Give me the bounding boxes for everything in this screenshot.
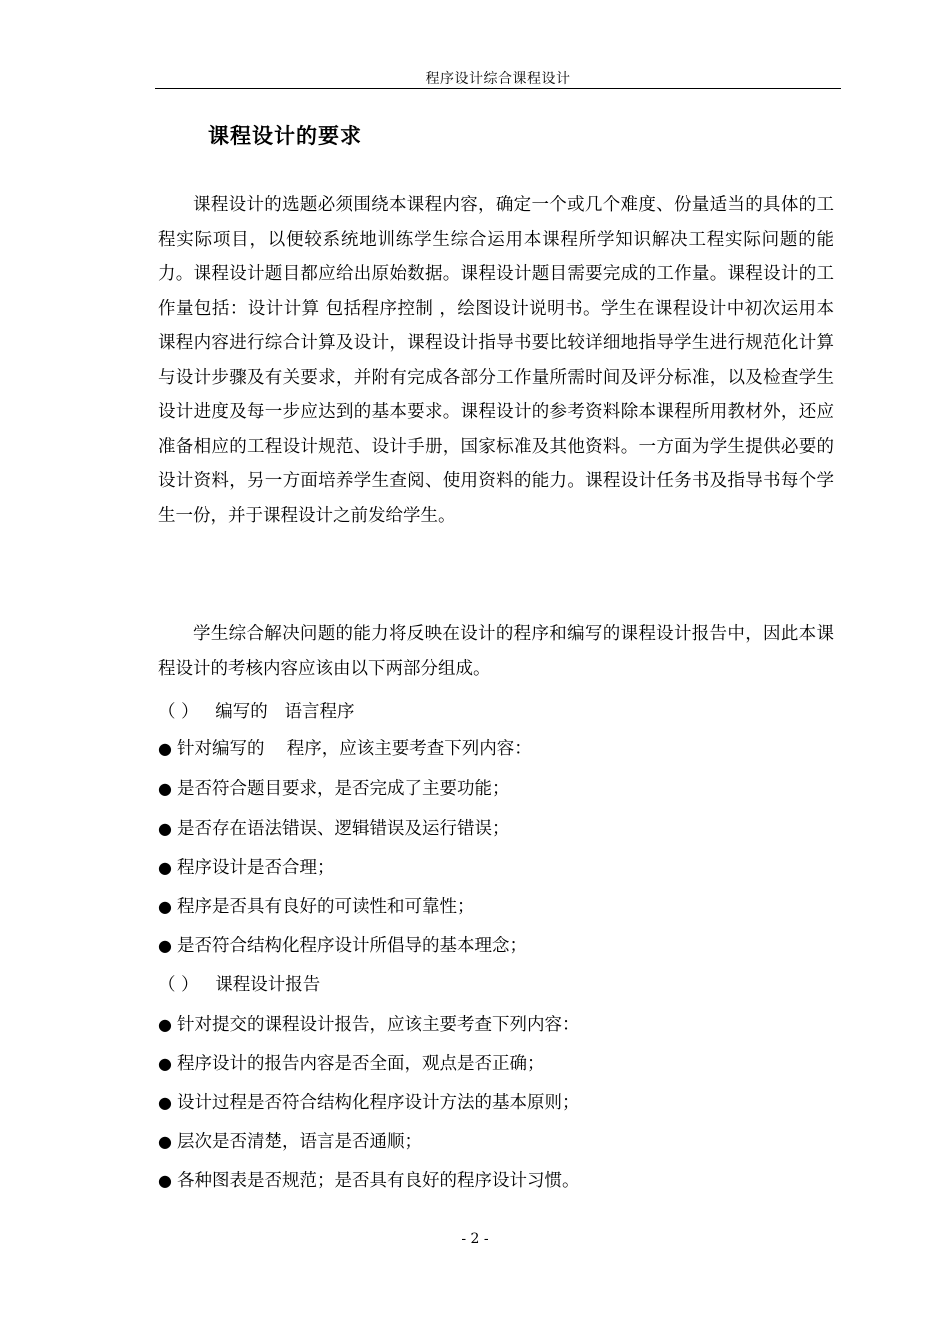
page-number: - 2 - xyxy=(461,1231,489,1247)
list-item-text: 层次是否清楚，语言是否通顺； xyxy=(177,1132,422,1152)
bullet-icon: ● xyxy=(158,819,172,838)
list-item xyxy=(158,856,335,880)
list-item-text: 针对提交的课程设计报告，应该主要考查下列内容： xyxy=(177,1015,580,1035)
section-title: 课程设计的要求 xyxy=(208,124,362,148)
list-item xyxy=(158,1091,580,1115)
list-item xyxy=(158,1052,545,1076)
list-item xyxy=(158,777,510,801)
list-item-text: 程序是否具有良好的可读性和可靠性； xyxy=(177,897,475,917)
list-item xyxy=(158,1169,580,1193)
bullet-icon: ● xyxy=(158,1093,172,1112)
running-header: 程序设计综合课程设计 xyxy=(425,71,571,87)
list-item xyxy=(158,895,475,919)
list-item-text: 程序设计是否合理； xyxy=(177,858,335,878)
bullet-icon: ● xyxy=(158,1015,172,1034)
bullet-icon: ● xyxy=(158,1132,172,1151)
list-item-text: 是否存在语法错误、逻辑错误及运行错误； xyxy=(177,819,510,839)
bullet-icon: ● xyxy=(158,936,172,955)
header-divider xyxy=(155,88,841,89)
bullet-icon: ● xyxy=(158,739,172,758)
list-item xyxy=(158,1130,422,1154)
list-item xyxy=(158,817,510,841)
paragraph-assessment: 学生综合解决问题的能力将反映在设计的程序和编写的课程设计报告中，因此本课程设计的考核内容应该由以下两部分组成。 xyxy=(158,624,834,679)
bullet-icon: ● xyxy=(158,897,172,916)
list-item xyxy=(158,737,532,761)
list-item-text: 各种图表是否规范；是否具有良好的程序设计习惯。 xyxy=(177,1171,580,1191)
list-item-text: 针对编写的 程序，应该主要考查下列内容： xyxy=(177,739,532,759)
list-item xyxy=(158,1013,580,1037)
bullet-icon: ● xyxy=(158,1054,172,1073)
list-item-text: 设计过程是否符合结构化程序设计方法的基本原则； xyxy=(177,1093,580,1113)
bullet-icon: ● xyxy=(158,858,172,877)
paragraph-intro: 课程设计的选题必须围绕本课程内容，确定一个或几个难度、份量适当的具体的工程实际项目，以便较系统地训练学生综合运用本课程所学知识解决工程实际问题的能力。课程设计题目都应给出原始数据。课程设计题目需要完成的工作量。课程设计的工作量包括：设计计算 包括程序控制 ，绘图设计说明书。学生在课程设计中初次运用本课程内容进行综合计算及设计，课程设计指导书要比较详细地指导学生进行规范化计算与设计步骤及有关要求，并附有完成各部分工作量所需时间及评分标准，以及检查学生设计进度及每一步应达到的基本要求。课程设计的参考资料除本课程所用教材外，还应准备相应的工程设计规范、设计手册，国家标准及其他资料。一方面为学生提供必要的设计资料，另一方面培养学生查阅、使用资料的能力。课程设计任务书及指导书每个学生一份，并于课程设计之前发给学生。 xyxy=(158,195,834,526)
list-item-text: 程序设计的报告内容是否全面，观点是否正确； xyxy=(177,1054,545,1074)
part2-heading: （ ） 课程设计报告 xyxy=(158,975,321,995)
bullet-icon: ● xyxy=(158,1171,172,1190)
bullet-icon: ● xyxy=(158,779,172,798)
part1-heading: （ ） 编写的 语言程序 xyxy=(158,702,355,722)
list-item xyxy=(158,934,527,958)
list-item-text: 是否符合结构化程序设计所倡导的基本理念； xyxy=(177,936,527,956)
list-item-text: 是否符合题目要求，是否完成了主要功能； xyxy=(177,779,510,799)
